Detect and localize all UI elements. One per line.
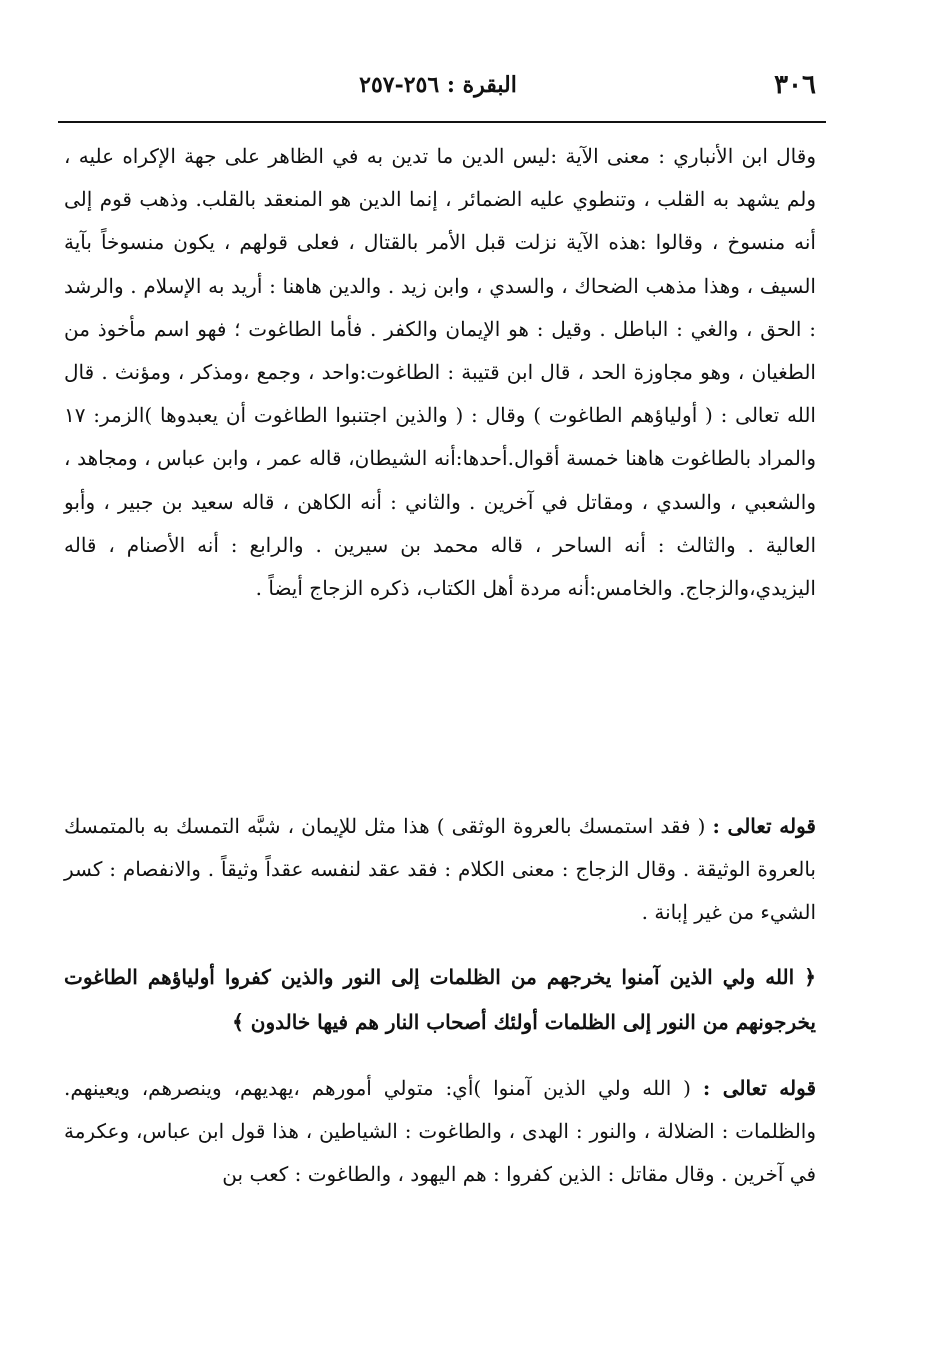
page-number: ٣٠٦ bbox=[774, 70, 816, 100]
paragraph-commentary-urwa bbox=[64, 805, 816, 935]
paragraph-text: وقال ابن الأنباري : معنى الآية :ليس الدين ما تدين به في الظاهر على جهة الإكراه عليه ، ولم يشهد به القلب ، وتنطوي عليه الضمائر ، إنما الدين هو المنعقد بالقلب. وذهب قوم إلى أنه منسوخ ، وقالوا :هذه الآية نزلت قبل الأمر بالقتال ، فعلى قولهم ، يكون منسوخاً بآية السيف ، وهذا مذهب الضحاك ، والسدي ، وابن زيد . والدين هاهنا : أريد به الإسلام . والرشد : الحق ، والغي : الباطل . وقيل : هو الإيمان والكفر . فأما الطاغوت ؛ فهو اسم مأخوذ من الطغيان ، وهو مجاوزة الحد ، قال ابن قتيبة : الطاغوت:واحد ، وجمع ،ومذكر ، ومؤنث . قال الله تعالى : ( أولياؤهم الطاغوت ) وقال : ( والذين اجتنبوا الطاغوت أن يعبدوها )الزمر: ١٧ والمراد بالطاغوت هاهنا خمسة أقوال.أحدها:أنه الشيطان، قاله عمر ، وابن عباس ، ومجاهد ، والشعبي ، والسدي ، ومقاتل في آخرين . والثاني : أنه الكاهن ، قاله سعيد بن جبير ، وأبو العالية . والثالث : أنه الساحر ، قاله محمد بن سيرين . والرابع : أنه الأصنام ، قاله اليزيدي،والزجاج. والخامس:أنه مردة أهل الكتاب، ذكره الزجاج أيضاً . bbox=[64, 144, 816, 601]
paragraph-lead: قوله تعالى : bbox=[702, 1075, 816, 1100]
paragraph-text: ( فقد استمسك بالعروة الوثقى ) هذا مثل للإيمان ، شبَّه التمسك به بالمتمسك بالعروة الوثيقة . وقال الزجاج : معنى الكلام : فقد عقد لنفسه عقداً وثيقاً . والانفصام : كسر الشيء من غير إبانة . bbox=[64, 814, 816, 925]
quran-verse-257 bbox=[64, 955, 816, 1045]
paragraph-lead: قوله تعالى : bbox=[712, 814, 816, 838]
header-rule bbox=[58, 121, 826, 123]
body-text bbox=[64, 135, 816, 1196]
page-header bbox=[60, 62, 816, 112]
running-title: البقرة : ٢٥٦-٢٥٧ bbox=[359, 72, 517, 98]
paragraph-text: ( الله ولي الذين آمنوا )أي: متولي أمورهم ،يهديهم، وينصرهم، ويعينهم. والظلمات : الضلالة ، والنور : الهدى ، والطاغوت : الشياطين ، هذا قول ابن عباس، وعكرمة في آخرين . وقال مقاتل : الذين كفروا : هم اليهود ، والطاغوت : كعب بن bbox=[64, 1075, 816, 1187]
paragraph-commentary-257 bbox=[64, 1067, 816, 1197]
paragraph-commentary-256 bbox=[64, 135, 816, 783]
verse-text: ﴿ الله ولي الذين آمنوا يخرجهم من الظلمات إلى النور والذين كفروا أولياؤهم الطاغوت يخرجونهم من النور إلى الظلمات أولئك أصحاب النار هم فيها خالدون ﴾ bbox=[64, 964, 816, 1034]
